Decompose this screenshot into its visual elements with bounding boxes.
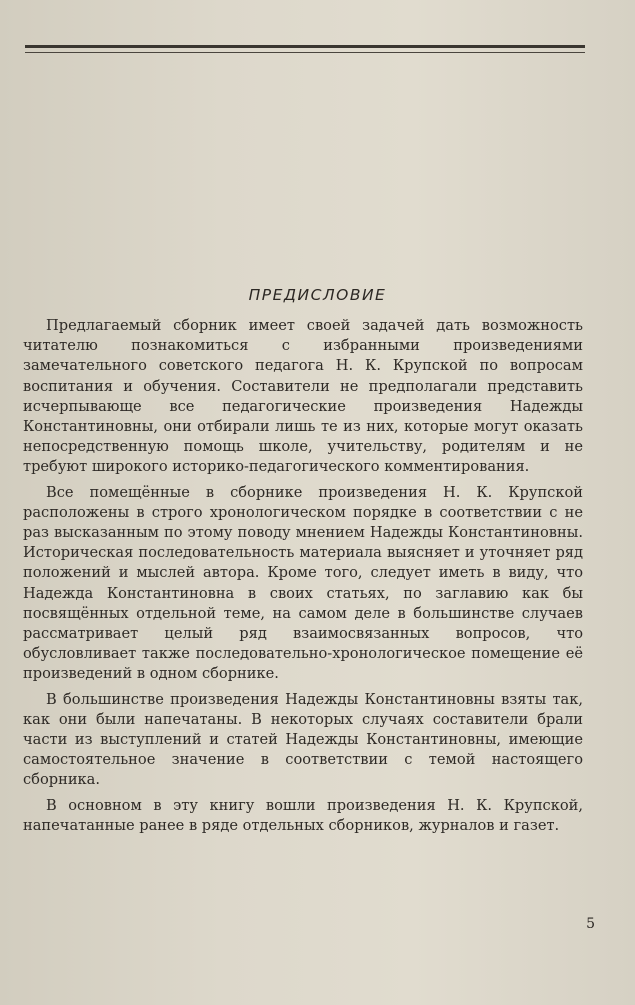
page-title: ПРЕДИСЛОВИЕ [248, 286, 387, 304]
header-rule-thin [25, 52, 585, 53]
paragraph-3: В большинстве произведения Надежды Константиновны взяты так, как они были напечатаны. В некоторых случаях составители брали части из выступлений и статей Надежды Константиновны, имеющие самостоятельное значение в соответствии с темой настоящего сборника. [23, 690, 583, 789]
paragraph-4: В основном в эту книгу вошли произведения Н. К. Крупской, напечатанные ранее в ряде отдельных сборников, журналов и газет. [23, 796, 583, 834]
preface-text [23, 316, 583, 841]
paragraph-2: Все помещённые в сборнике произведения Н. К. Крупской расположены в строго хронологическом порядке в соответствии с не раз высказанным по этому поводу мнением Надежды Константиновны. Историческая последовательность материала выясняет и уточняет ряд положений и мыслей автора. Кроме того, следует иметь в виду, что Надежда Константиновна в своих статьях, по заглавию как бы посвящённых отдельной теме, на самом деле в большинстве случаев рассматривает целый ряд взаимосвязанных вопросов, что обусловливает также последовательно-хронологическое помещение её произведений в одном сборнике. [23, 483, 583, 683]
paragraph-1: Предлагаемый сборник имеет своей задачей дать возможность читателю познакомиться с избранными произведениями замечательного советского педагога Н. К. Крупской по вопросам воспитания и обучения. Составители не предполагали представить исчерпывающе все педагогические произведения Надежды Константиновны, они отбирали лишь те из них, которые могут оказать непосредственную помощь школе, учительству, родителям и не требуют широкого историко-педагогического комментирования. [23, 317, 583, 476]
header-rule-thick [25, 45, 585, 48]
page-number: 5 [586, 916, 595, 932]
